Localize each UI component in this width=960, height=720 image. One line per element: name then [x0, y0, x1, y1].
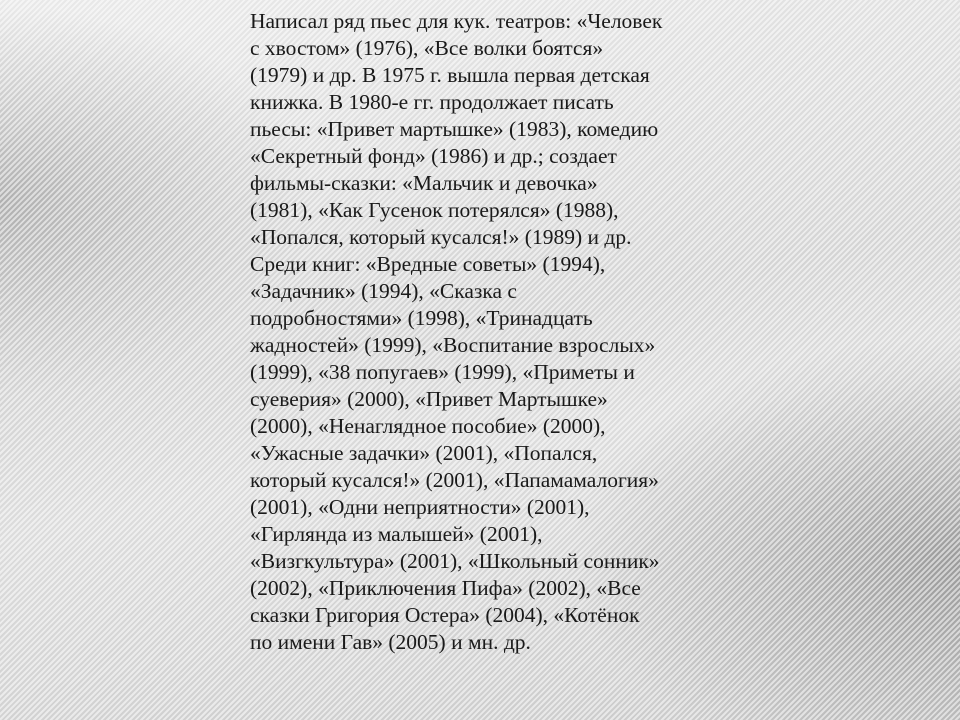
- text-line-2: с хвостом» (1976), «Все волки боятся»: [250, 36, 604, 60]
- text-line-21: «Визгкультура» (2001), «Школьный сонник»: [250, 549, 660, 573]
- text-line-13: жадностей» (1999), «Воспитание взрослых»: [250, 333, 656, 357]
- text-line-11: «Задачник» (1994), «Сказка с: [250, 279, 517, 303]
- text-line-1: Написал ряд пьес для кук. театров: «Человек: [250, 9, 663, 33]
- text-line-14: (1999), «38 попугаев» (1999), «Приметы и: [250, 360, 635, 384]
- text-line-24: по имени Гав» (2005) и мн. др.: [250, 630, 531, 654]
- text-line-20: «Гирлянда из малышей» (2001),: [250, 522, 543, 546]
- text-line-8: (1981), «Как Гусенок потерялся» (1988),: [250, 198, 619, 222]
- text-line-3: (1979) и др. В 1975 г. вышла первая детская: [250, 63, 650, 87]
- text-line-18: который кусался!» (2001), «Папамамалогия»: [250, 468, 659, 492]
- text-line-23: сказки Григория Остера» (2004), «Котёнок: [250, 603, 640, 627]
- text-line-22: (2002), «Приключения Пифа» (2002), «Все: [250, 576, 641, 600]
- text-line-5: пьесы: «Привет мартышке» (1983), комедию: [250, 117, 659, 141]
- text-line-19: (2001), «Одни неприятности» (2001),: [250, 495, 590, 519]
- text-line-9: «Попался, который кусался!» (1989) и др.: [250, 225, 632, 249]
- text-line-10: Среди книг: «Вредные советы» (1994),: [250, 252, 606, 276]
- text-line-4: книжка. В 1980-е гг. продолжает писать: [250, 90, 614, 114]
- text-line-17: «Ужасные задачки» (2001), «Попался,: [250, 441, 598, 465]
- text-line-16: (2000), «Ненаглядное пособие» (2000),: [250, 414, 606, 438]
- text-line-7: фильмы-сказки: «Мальчик и девочка»: [250, 171, 598, 195]
- slide-body-text: [250, 8, 730, 656]
- text-line-6: «Секретный фонд» (1986) и др.; создает: [250, 144, 617, 168]
- text-line-15: суеверия» (2000), «Привет Мартышке»: [250, 387, 608, 411]
- text-line-12: подробностями» (1998), «Тринадцать: [250, 306, 593, 330]
